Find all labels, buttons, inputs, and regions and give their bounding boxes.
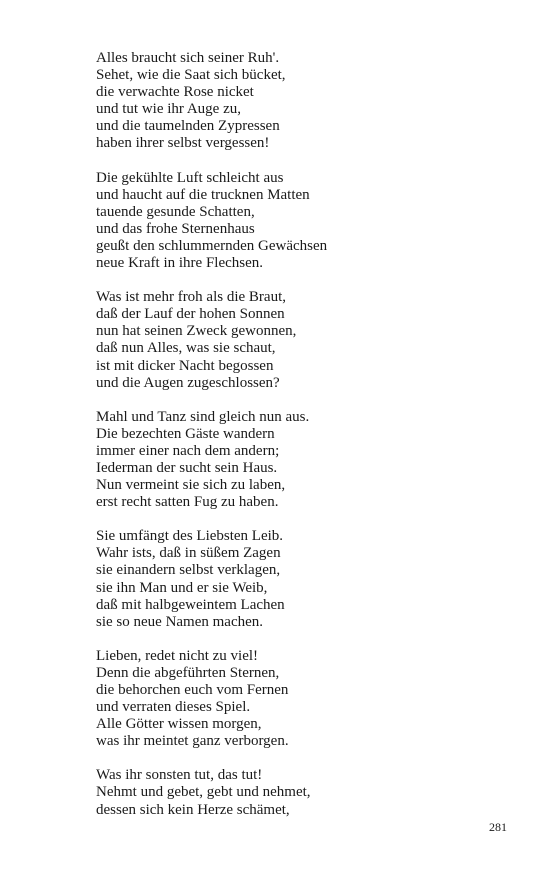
stanza-4 — [96, 409, 327, 512]
poem-line: und die Augen zugeschlossen? — [96, 374, 280, 391]
poem-line: und verraten dieses Spiel. — [96, 699, 251, 716]
poem-line: sie ihn Man und er sie Weib, — [96, 579, 268, 596]
poem-line: Denn die abgeführten Sternen, — [96, 664, 280, 681]
stanza-2 — [96, 170, 327, 273]
poem-line: die verwachte Rose nicket — [96, 84, 254, 101]
poem-line: daß mit halbgeweintem Lachen — [96, 596, 285, 613]
poem-line: neue Kraft in ihre Flechsen. — [96, 255, 264, 272]
poem-line: Nun vermeint sie sich zu laben, — [96, 477, 286, 494]
poem-line: tauende gesunde Schatten, — [96, 203, 255, 220]
poem-line: und haucht auf die trucknen Matten — [96, 186, 310, 203]
poem-line: sie so neue Namen machen. — [96, 613, 264, 630]
stanza-7 — [96, 767, 327, 818]
page-number: 281 — [489, 820, 507, 834]
poem-line: daß nun Alles, was sie schaut, — [96, 340, 276, 357]
poem-line: Sehet, wie die Saat sich bücket, — [96, 67, 286, 84]
poem-line: Die bezechten Gäste wandern — [96, 425, 275, 442]
poem-line: und tut wie ihr Auge zu, — [96, 101, 241, 118]
poem-line: Was ihr sonsten tut, das tut! — [96, 767, 263, 784]
poem-line: und das frohe Sternenhaus — [96, 220, 255, 237]
poem-line: Sie umfängt des Liebsten Leib. — [96, 528, 284, 545]
stanza-5 — [96, 528, 327, 631]
poem-line: daß der Lauf der hohen Sonnen — [96, 306, 285, 323]
poem-line: was ihr meintet ganz verborgen. — [96, 733, 289, 750]
poem-line: Iederman der sucht sein Haus. — [96, 459, 278, 476]
poem-line: geußt den schlummernden Gewächsen — [96, 237, 328, 254]
poem-line: Lieben, redet nicht zu viel! — [96, 647, 259, 664]
poem-line: sie einandern selbst verklagen, — [96, 562, 281, 579]
poem-line: ist mit dicker Nacht begossen — [96, 357, 274, 374]
poem-body — [96, 50, 327, 836]
poem-line: die behorchen euch vom Fernen — [96, 682, 289, 698]
stanza-1 — [96, 50, 327, 153]
poem-line: Wahr ists, daß in süßem Zagen — [96, 545, 281, 562]
poem-line: Die gekühlte Luft schleicht aus — [96, 169, 284, 186]
poem-line: Alle Götter wissen morgen, — [96, 716, 262, 733]
poem-line: und die taumelnden Zypressen — [96, 118, 280, 135]
poem-line: Nehmt und gebet, gebt und nehmet, — [96, 784, 311, 801]
poem-line: erst recht satten Fug zu haben. — [96, 494, 279, 511]
stanza-6 — [96, 648, 327, 751]
poem-line: Alles braucht sich seiner Ruh'. — [96, 50, 280, 66]
poem-line: nun hat seinen Zweck gewonnen, — [96, 323, 297, 340]
poem-line: immer einer nach dem andern; — [96, 442, 280, 459]
stanza-3 — [96, 289, 327, 392]
poem-line: Mahl und Tanz sind gleich nun aus. — [96, 408, 310, 425]
poem-line: haben ihrer selbst vergessen! — [96, 135, 270, 152]
poem-line: dessen sich kein Herze schämet, — [96, 801, 290, 818]
poem-line: Was ist mehr froh als die Braut, — [96, 289, 286, 306]
